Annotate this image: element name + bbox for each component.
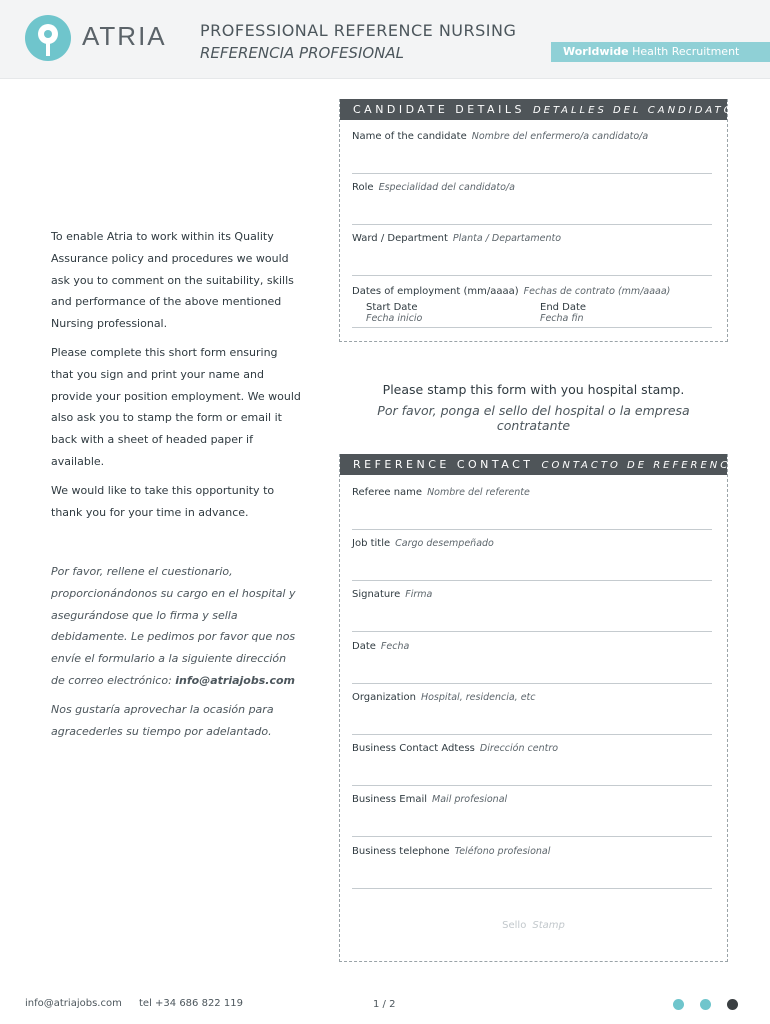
contact-email[interactable]: info@atriajobs.com <box>175 673 295 687</box>
intro-paragraph-1: To enable Atria to work within its Quality Assurance policy and procedures we would ask you to comment on the suitability, skills and performance of the above mentioned Nursing professional. <box>51 230 294 331</box>
date-field[interactable]: Date Fecha <box>352 641 712 652</box>
candidate-details-heading: CANDIDATE DETAILS DETALLES DEL CANDIDATO/A <box>340 99 727 120</box>
start-date-field[interactable]: Start Date Fecha inicio <box>366 302 423 324</box>
reference-contact-section <box>339 454 747 962</box>
footer-phone: tel +34 686 822 119 <box>139 998 243 1009</box>
candidate-name-field[interactable]: Name of the candidate Nombre del enfermero/a candidato/a <box>352 131 712 142</box>
intro-es-paragraph-1: Por favor, rellene el cuestionario, proporcionándonos su cargo en el hospital y asegurándose que lo firma y sella debidamente. Le pedimos por favor que nos envíe el formulario a la siguiente dirección de correo electrónico: info@atriajobs.com <box>51 565 296 687</box>
referee-name-field[interactable]: Referee name Nombre del referente <box>352 487 712 498</box>
page-subtitle: REFERENCIA PROFESIONAL <box>200 44 405 62</box>
business-address-field[interactable]: Business Contact Adtess Dirección centro <box>352 743 712 754</box>
intro-text-en <box>51 226 301 523</box>
page-header <box>0 0 770 79</box>
intro-es-paragraph-2: Nos gustaría aprovechar la ocasión para agracederles su tiempo por adelantado. <box>51 702 274 738</box>
stamp-instruction-es: Por favor, ponga el sello del hospital o la empresa contratante <box>377 403 690 433</box>
stamp-instruction: Please stamp this form with you hospital stamp. <box>382 382 685 397</box>
intro-paragraph-2: Please complete this short form ensuring that you sign and print your name and provide your position employment. We would also ask you to stamp the form or email it back with a sheet of headed paper if available. <box>51 345 301 468</box>
dates-of-employment-field[interactable]: Dates of employment (mm/aaaa) Fechas de contrato (mm/aaaa) Start Date Fecha inicio End Date Fecha fin <box>352 286 712 328</box>
business-telephone-field[interactable]: Business telephone Teléfono profesional <box>352 846 712 857</box>
decorative-dot-icon <box>727 999 738 1010</box>
ward-department-field[interactable]: Ward / Department Planta / Departamento <box>352 233 712 244</box>
tagline-badge <box>551 42 770 62</box>
reference-contact-heading: REFERENCE CONTACT CONTACTO DE REFERENCIA <box>340 454 727 475</box>
page-title: PROFESSIONAL REFERENCE NURSING <box>200 21 517 40</box>
stamp-area: Sello Stamp <box>502 920 565 931</box>
intro-paragraph-3: We would like to take this opportunity to thank you for your time in advance. <box>51 483 275 519</box>
page-number: 1 / 2 <box>373 999 396 1010</box>
business-email-field[interactable]: Business Email Mail profesional <box>352 794 712 805</box>
decorative-dot-icon <box>700 999 711 1010</box>
footer-email[interactable]: info@atriajobs.com <box>25 998 122 1009</box>
logo-text: ATRIA <box>82 21 167 51</box>
intro-text-es <box>51 561 301 742</box>
end-date-field[interactable]: End Date Fecha fin <box>540 302 587 324</box>
job-title-field[interactable]: Job title Cargo desempeñado <box>352 538 712 549</box>
candidate-role-field[interactable]: Role Especialidad del candidato/a <box>352 182 712 193</box>
atria-logo-icon <box>25 15 71 61</box>
candidate-details-section <box>339 99 751 342</box>
tagline-rest: Health Recruitment <box>632 45 740 58</box>
signature-field[interactable]: Signature Firma <box>352 589 712 600</box>
organization-field[interactable]: Organization Hospital, residencia, etc <box>352 692 712 703</box>
tagline-bold: Worldwide <box>563 45 629 58</box>
decorative-dot-icon <box>673 999 684 1010</box>
footer-contact <box>25 998 257 1009</box>
